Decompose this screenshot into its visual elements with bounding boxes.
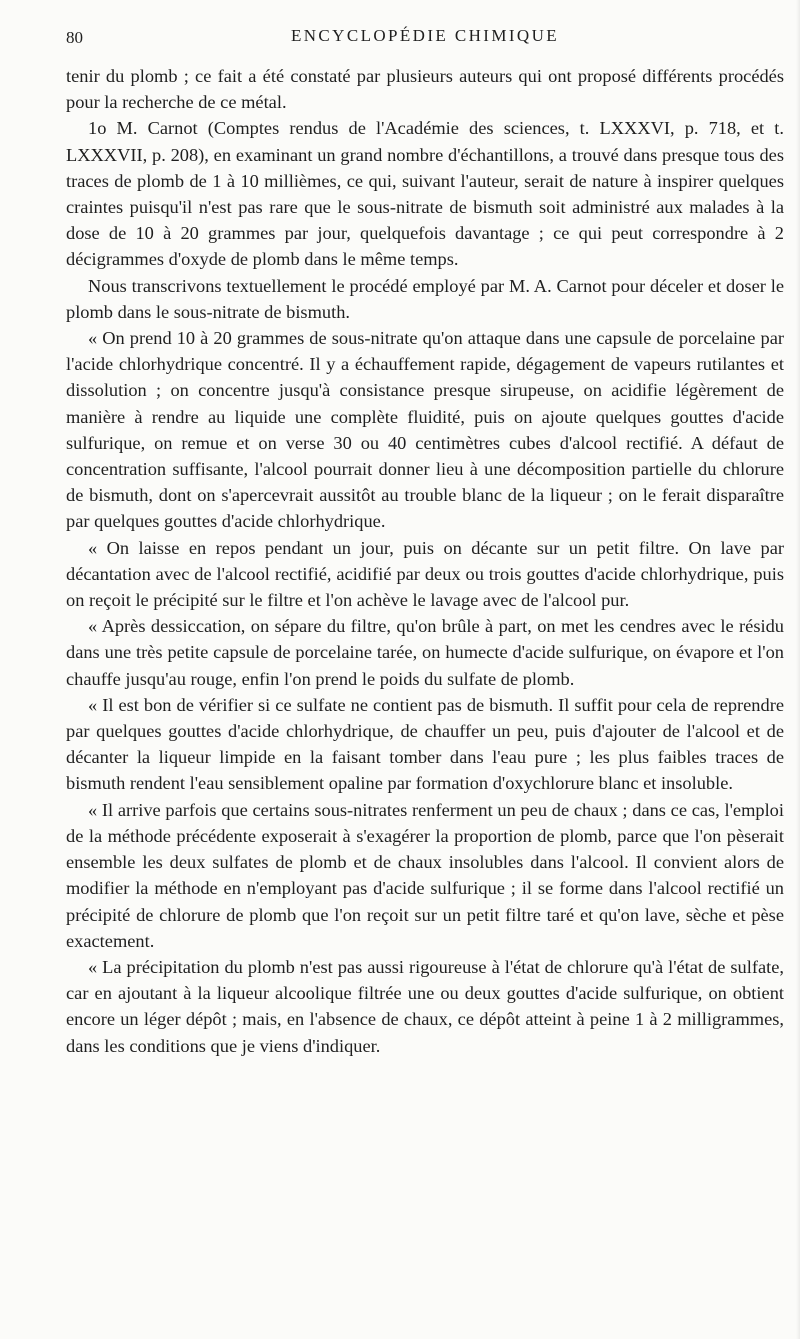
page-header <box>66 24 784 54</box>
paragraph-procedure-decantation: « On laisse en repos pendant un jour, puis on décante sur un petit filtre. On lave par décantation avec de l'alcool rectifié, acidifié par deux ou trois gouttes d'acide chlorhydrique, puis on reçoit le précipité sur le filtre et l'on achève le lavage avec de l'alcool pur. <box>66 537 784 611</box>
paragraph-procedure-dessiccation: « Après dessiccation, on sépare du filtre, qu'on brûle à part, on met les cendres avec le résidu dans une très petite capsule de porcelaine tarée, on humecte d'acide sulfurique, on évapore et l'on chauffe jusqu'au rouge, enfin l'on prend le poids du sulfate de plomb. <box>66 616 784 689</box>
paragraph-lime-case: « Il arrive parfois que certains sous-nitrates renferment un peu de chaux ; dans ce cas, l'emploi de la méthode précédente exposerait à s'exagérer la proportion de plomb, parce que l'on pèserait ensemble les deux sulfates de plomb et de chaux insolubles dans l'alcool. Il convient alors de modifier la méthode en n'employant pas d'acide sulfurique ; il se forme dans l'alcool rectifié un précipité de chlorure de plomb que l'on reçoit sur un petit filtre taré et qu'on lave, sèche et pèse exactement. <box>66 799 784 951</box>
paragraph-bismuth-check: « Il est bon de vérifier si ce sulfate ne contient pas de bismuth. Il suffit pour cela de reprendre par quelques gouttes d'acide chlorhydrique, de chauffer un peu, puis d'ajouter de l'alcool et de décanter la liqueur limpide en la faisant tomber dans l'eau pure ; les plus faibles traces de bismuth rendent l'eau sensiblement opaline par formation d'oxychlorure blanc et insoluble. <box>66 694 784 794</box>
paragraph-procedure-attack: « On prend 10 à 20 grammes de sous-nitrate qu'on attaque dans une capsule de porcelaine par l'acide chlorhydrique concentré. Il y a échauffement rapide, dégagement de vapeurs rutilantes et dissolution ; on concentre jusqu'à consistance presque sirupeuse, on acidifie légèrement de manière à rendre au liquide une complète fluidité, puis on ajoute quelques gouttes d'acide sulfurique, on remue et on verse 30 ou 40 centimètres cubes d'alcool rectifié. A défaut de concentration suffisante, l'alcool pourrait donner lieu à une décomposition partielle du chlorure de bismuth, dont on s'apercevrait aussitôt au trouble blanc de la liqueur ; on le ferait disparaître par quelques gouttes d'acide chlorhydrique. <box>66 328 784 532</box>
paragraph-transcription-intro: Nous transcrivons textuellement le procédé employé par M. A. Carnot pour déceler et doser le plomb dans le sous-nitrate de bismuth. <box>66 275 784 322</box>
paragraph-carnot-citation: 1o M. Carnot (Comptes rendus de l'Académie des sciences, t. LXXXVI, p. 718, et t. LXXXVII, p. 208), en examinant un grand nombre d'échantillons, a trouvé dans presque tous des traces de plomb de 1 à 10 millièmes, ce qui, suivant l'auteur, serait de nature à inspirer quelques craintes puisqu'il n'est pas rare que le sous-nitrate de bismuth soit administré aux malades à la dose de 10 à 20 grammes par jour, quelquefois davantage ; ce qui peut correspondre à 2 décigrammes d'oxyde de plomb dans le même temps. <box>66 118 784 270</box>
page-body <box>66 63 784 1059</box>
page-number: 80 <box>66 28 83 47</box>
running-title: ENCYCLOPÉDIE CHIMIQUE <box>290 26 560 45</box>
paragraph-continuation: tenir du plomb ; ce fait a été constaté par plusieurs auteurs qui ont proposé différents procédés pour la recherche de ce métal. <box>66 66 784 113</box>
page-edge-shadow <box>796 0 800 1339</box>
paragraph-chloride-precipitation: « La précipitation du plomb n'est pas aussi rigoureuse à l'état de chlorure qu'à l'état de sulfate, car en ajoutant à la liqueur alcoolique filtrée une ou deux gouttes d'acide sulfurique, on obtient encore un léger dépôt ; mais, en l'absence de chaux, ce dépôt atteint à peine 1 à 2 milligrammes, dans les conditions que je viens d'indiquer. <box>66 956 784 1056</box>
